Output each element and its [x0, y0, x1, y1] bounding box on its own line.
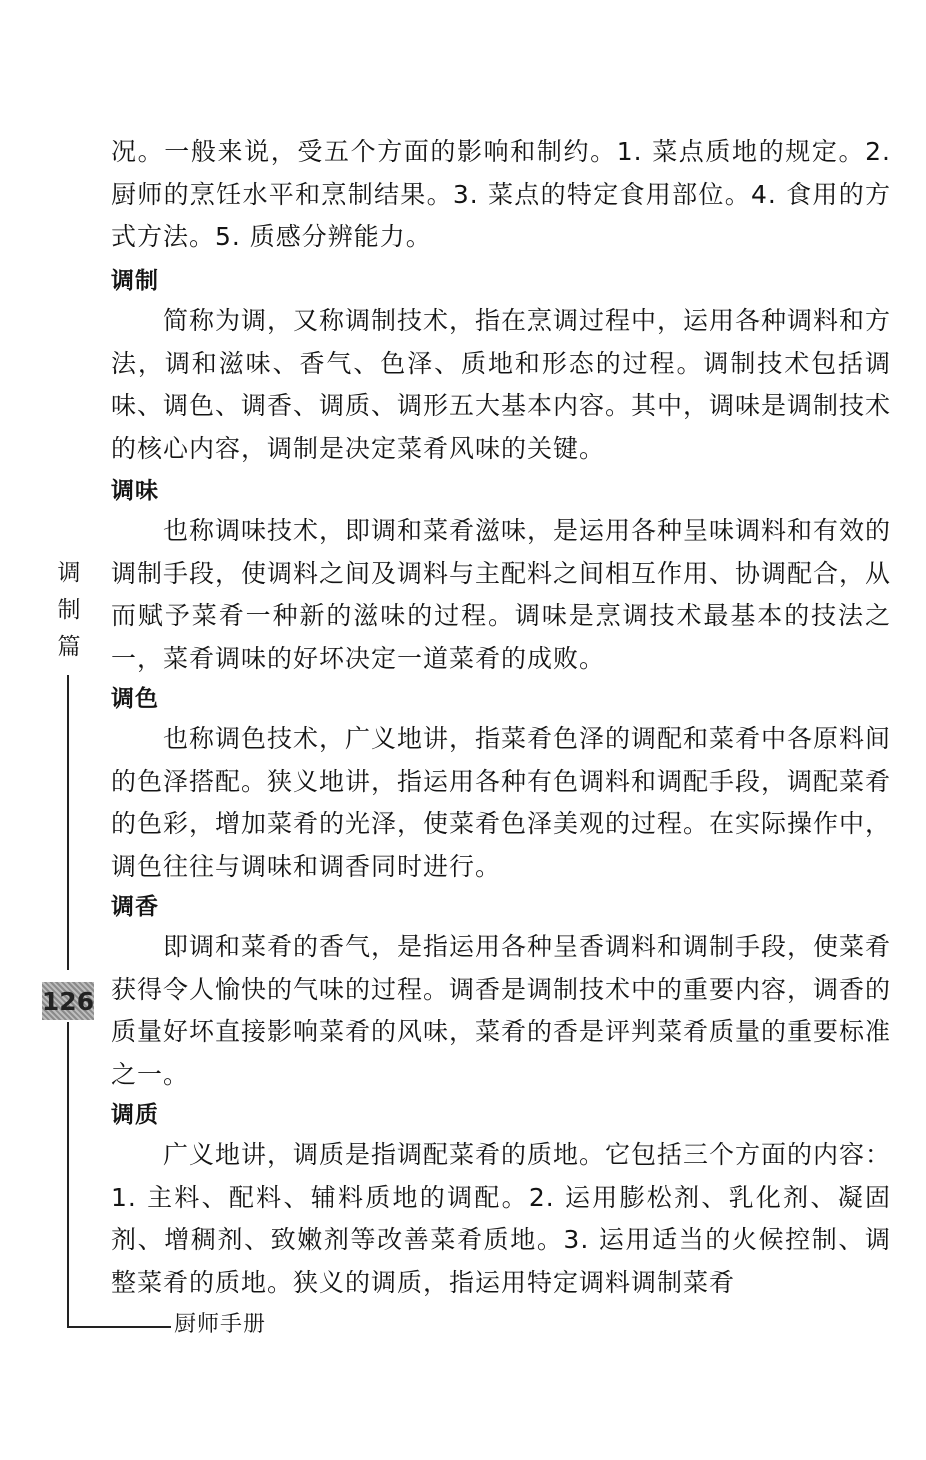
chapter-side-label	[54, 555, 84, 666]
book-title: 厨师手册	[174, 1312, 267, 1337]
side-char: 篇	[57, 634, 81, 660]
side-char: 调	[57, 560, 81, 586]
paragraph-continued: 况。一般来说，受五个方面的影响和制约。1. 菜点质地的规定。2. 厨师的烹饪水平和烹制结果。3. 菜点的特定食用部位。4. 食用的方式方法。5. 质感分辨能力。	[111, 137, 891, 251]
section-heading-tiaoxiang: 调香	[111, 894, 159, 920]
paragraph-tiaoxiang: 即调和菜肴的香气，是指运用各种呈香调料和调制手段，使菜肴获得令人愉快的气味的过程。调香是调制技术中的重要内容，调香的质量好坏直接影响菜肴的风味，菜肴的香是评判菜肴质量的重要标准之一。	[111, 932, 892, 1089]
paragraph-tiaose: 也称调色技术，广义地讲，指菜肴色泽的调配和菜肴中各原料间的色泽搭配。狭义地讲，指运用各种有色调料和调配手段，调配菜肴的色彩，增加菜肴的光泽，使菜肴色泽美观的过程。在实际操作中，调色往往与调味和调香同时进行。	[111, 724, 892, 881]
paragraph-tiaowei: 也称调味技术，即调和菜肴滋味，是运用各种呈味调料和有效的调制手段，使调料之间及调料与主配料之间相互作用、协调配合，从而赋予菜肴一种新的滋味的过程。调味是烹调技术最基本的技法之一，菜肴调味的好坏决定一道菜肴的成败。	[111, 516, 892, 673]
section-heading-tiaose: 调色	[111, 686, 159, 712]
section-heading-tiaozhi2: 调质	[111, 1102, 159, 1128]
paragraph-tiaozhi2: 广义地讲，调质是指调配菜肴的质地。它包括三个方面的内容：1. 主料、配料、辅料质地的调配。2. 运用膨松剂、乳化剂、凝固剂、增稠剂、致嫩剂等改善菜肴质地。3. 运用适当的火候控制、调整菜肴的质地。狭义的调质，指运用特定调料调制菜肴	[111, 1140, 892, 1297]
side-char: 制	[57, 597, 81, 623]
section-heading-tiaowei: 调味	[111, 478, 159, 504]
page-number: 126	[42, 982, 94, 1020]
side-rule-bottom	[67, 1022, 69, 1327]
side-rule-top	[67, 675, 69, 970]
section-heading-tiaozhi: 调制	[111, 268, 159, 294]
footer-rule	[67, 1326, 171, 1328]
paragraph-tiaozhi: 简称为调，又称调制技术，指在烹调过程中，运用各种调料和方法，调和滋味、香气、色泽、质地和形态的过程。调制技术包括调味、调色、调香、调质、调形五大基本内容。其中，调味是调制技术的核心内容，调制是决定菜肴风味的关键。	[111, 306, 892, 463]
